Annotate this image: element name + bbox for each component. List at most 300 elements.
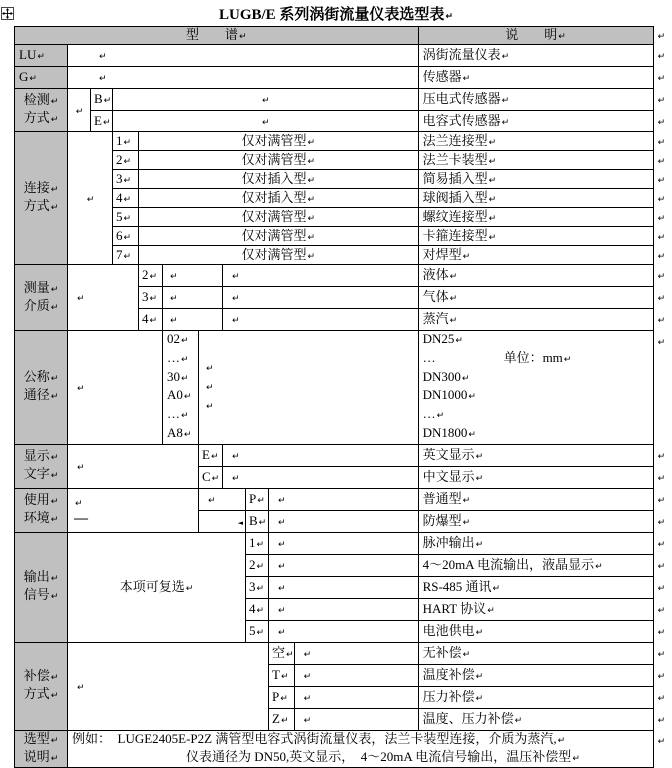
desc-cell: [418, 227, 653, 246]
line-break-mark-icon: ↵: [50, 497, 59, 508]
cell-text: 信号: [23, 587, 50, 603]
row-end-mark: [653, 67, 671, 89]
row-end-mark: [653, 132, 671, 151]
empty-cell: [68, 444, 199, 488]
cell-text: 脉冲输出: [422, 534, 475, 550]
line-break-mark-icon: ↵: [77, 682, 85, 693]
line-break-mark-icon: ↵: [170, 272, 178, 283]
empty-cell: [163, 309, 223, 331]
code-cell: [113, 246, 139, 265]
line-break-mark-icon: ↵: [239, 32, 247, 43]
code-cell: [113, 132, 139, 151]
row-end-mark: [653, 246, 671, 265]
cell-text: B: [249, 512, 258, 528]
line-break-mark-icon: ↵: [278, 627, 286, 638]
cell-text: 法兰卡装型: [422, 151, 488, 167]
dash-mark: —: [74, 510, 88, 526]
cell-text: 压力补偿: [422, 688, 475, 704]
line-break-mark-icon: ↵: [211, 473, 220, 484]
cell-text: 选型: [23, 730, 50, 746]
table-row: [15, 189, 672, 208]
note-cell: [139, 189, 419, 208]
section-label-compensation: [15, 642, 68, 730]
section-label-output: [15, 532, 68, 642]
line-break-mark-icon: ↵: [657, 495, 666, 506]
table-row: [15, 730, 672, 767]
line-break-mark-icon: ↵: [50, 673, 59, 684]
empty-cell: [294, 642, 418, 664]
cell-text: 连接: [23, 180, 50, 195]
section-label-medium: [15, 265, 68, 331]
code-cell: [113, 208, 139, 227]
line-break-mark-icon: ↵: [50, 302, 59, 313]
cell-text: 补偿: [23, 668, 50, 684]
section-label-detection: [15, 89, 68, 132]
line-break-mark-icon: ↵: [181, 336, 189, 346]
cell-text: E: [94, 112, 102, 128]
empty-cell: [113, 89, 419, 111]
code-cell: [269, 664, 295, 686]
line-break-mark-icon: ↵: [278, 583, 286, 594]
cell-text: 说 明: [505, 27, 558, 43]
cell-text: 温度、压力补偿: [422, 710, 514, 726]
cell-text: 1: [116, 132, 123, 148]
code-cell: [246, 598, 269, 620]
cell-text: DN1000: [422, 387, 468, 403]
cell-text: P: [249, 490, 257, 506]
code-cell: [113, 170, 139, 189]
desc-cell: [418, 67, 653, 89]
cell-text: 本项可复选: [119, 578, 185, 594]
cell-text: 1: [249, 534, 256, 550]
line-break-mark-icon: ↵: [278, 605, 286, 616]
page-title: [0, 3, 672, 24]
row-end-mark: [653, 488, 671, 510]
row-end-mark: [653, 620, 671, 642]
cell-text: 气体: [422, 289, 449, 305]
line-break-mark-icon: ↵: [149, 294, 158, 305]
desc-cell: [418, 265, 653, 287]
line-break-mark-icon: ↵: [50, 592, 59, 603]
table-row: [15, 27, 672, 45]
line-break-mark-icon: ↵: [257, 495, 265, 506]
example-cell: [68, 730, 654, 767]
cell-text: E: [202, 446, 210, 462]
line-break-mark-icon: ↵: [123, 213, 132, 224]
cell-text: G: [19, 69, 29, 85]
cell-text: 检测: [23, 92, 50, 107]
cell-text: 球阀插入型: [422, 189, 488, 205]
cell-text: 对焊型: [422, 246, 462, 262]
line-break-mark-icon: ↵: [501, 96, 510, 107]
line-break-mark-icon: ↵: [657, 583, 666, 594]
cell-text: 介质: [23, 297, 50, 313]
line-break-mark-icon: ↵: [657, 627, 666, 638]
empty-cell: [223, 466, 419, 488]
line-break-mark-icon: ↵: [50, 515, 59, 526]
line-break-mark-icon: ↵: [50, 691, 59, 702]
desc-cell: [418, 510, 653, 532]
line-break-mark-icon: ↵: [488, 137, 497, 148]
line-break-mark-icon: ↵: [183, 429, 192, 440]
cell-text: 显示: [23, 448, 50, 464]
row-end-mark: [653, 208, 671, 227]
cell-text: B: [94, 91, 103, 107]
line-break-mark-icon: ↵: [123, 251, 132, 262]
line-break-mark-icon: ↵: [657, 517, 666, 528]
line-break-mark-icon: ↵: [657, 605, 666, 616]
line-break-mark-icon: ↵: [303, 671, 312, 682]
cell-text: 4～20mA 电流输出，液晶显示: [422, 556, 595, 572]
row-end-mark: [653, 111, 671, 132]
line-break-mark-icon: ↵: [488, 232, 497, 243]
line-break-mark-icon: ↵: [501, 117, 510, 128]
cell-text: 测量: [23, 279, 50, 295]
cell-text: 文字: [23, 466, 50, 482]
line-break-mark-icon: ↵: [256, 583, 265, 594]
line-break-mark-icon: ↵: [50, 115, 59, 125]
cell-text: 4: [116, 189, 123, 205]
code-cell: [113, 151, 139, 170]
cell-text: 仅对满管型: [241, 151, 307, 167]
line-break-mark-icon: ↵: [123, 194, 132, 205]
line-break-mark-icon: ↵: [307, 251, 316, 262]
cell-text: A0: [167, 387, 183, 403]
line-break-mark-icon: ↵: [657, 337, 666, 348]
line-break-mark-icon: ↵: [657, 737, 666, 748]
cell-text: 方式: [23, 198, 50, 213]
cell-text: DN25: [422, 331, 455, 346]
line-break-mark-icon: ↵: [303, 649, 312, 660]
cell-text: P: [272, 688, 280, 704]
note-cell: [139, 132, 419, 151]
line-break-mark-icon: ↵: [232, 473, 240, 484]
line-break-mark-icon: ↵: [657, 52, 666, 63]
note-cell: [139, 246, 419, 265]
line-break-mark-icon: ↵: [50, 735, 59, 746]
line-break-mark-icon: ↵: [262, 96, 270, 107]
cell-text: 电池供电: [422, 622, 475, 638]
line-break-mark-icon: ↵: [77, 462, 85, 473]
empty-cell: [163, 287, 223, 309]
line-break-mark-icon: ↵: [657, 251, 666, 262]
diameter-desc-cell: [418, 331, 653, 445]
line-break-mark-icon: ↵: [86, 194, 95, 205]
cell-text: 简易插入型: [422, 170, 488, 186]
line-break-mark-icon: ↵: [657, 316, 666, 327]
line-break-mark-icon: ↵: [657, 693, 666, 704]
row-end-mark: [653, 287, 671, 309]
cell-text: 使用: [23, 492, 50, 508]
line-break-mark-icon: ↵: [123, 137, 132, 148]
line-break-mark-icon: ↵: [170, 294, 178, 305]
cell-text: 2: [249, 556, 256, 572]
line-break-mark-icon: ↵: [488, 156, 497, 167]
cell-text: 仅对满管型: [241, 208, 307, 224]
empty-cell: [269, 510, 419, 532]
code-cell: [246, 554, 269, 576]
code-cell: [139, 287, 163, 309]
line-break-mark-icon: ↵: [210, 451, 219, 462]
cell-text: 5: [116, 208, 123, 224]
line-break-mark-icon: ↵: [307, 175, 316, 186]
table-row: [15, 67, 672, 89]
empty-cell: [223, 287, 419, 309]
row-end-mark: [653, 642, 671, 664]
desc-cell: [418, 620, 653, 642]
line-break-mark-icon: ↵: [262, 117, 270, 128]
line-break-mark-icon: ↵: [657, 175, 666, 186]
line-break-mark-icon: ↵: [280, 671, 289, 682]
cell-text: 法兰连接型: [422, 132, 488, 148]
cell-text: 6: [116, 227, 123, 243]
empty-cell: [68, 132, 113, 265]
desc-cell: [418, 642, 653, 664]
line-break-mark-icon: ↵: [657, 232, 666, 243]
empty-cell: [199, 331, 419, 445]
row-end-mark: [653, 708, 671, 730]
cell-text: 2: [116, 151, 123, 167]
header-type-spectrum: [15, 27, 419, 45]
row-end-mark: [653, 27, 671, 45]
desc-cell: [418, 89, 653, 111]
row-end-mark: [653, 227, 671, 246]
empty-cell: [269, 488, 419, 510]
line-break-mark-icon: ↵: [149, 316, 158, 327]
line-break-mark-icon: ↵: [232, 272, 240, 283]
section-label-connection: [15, 132, 68, 265]
row-end-mark: [653, 189, 671, 208]
line-break-mark-icon: ↵: [487, 605, 495, 616]
line-break-mark-icon: ↵: [278, 495, 286, 506]
line-break-mark-icon: ↵: [657, 194, 666, 205]
code-cell: [139, 265, 163, 287]
code-cell: [91, 89, 113, 111]
line-break-mark-icon: ↵: [657, 294, 666, 305]
cell-text: …: [167, 406, 180, 422]
desc-cell: [418, 576, 653, 598]
line-break-mark-icon: ↵: [657, 156, 666, 167]
code-cell: [269, 708, 295, 730]
line-break-mark-icon: ↵: [50, 471, 59, 482]
line-break-mark-icon: ↵: [475, 671, 484, 682]
line-break-mark-icon: ↵: [181, 354, 189, 365]
diameter-codes-cell: [163, 331, 199, 445]
line-break-mark-icon: ↵: [50, 284, 59, 295]
empty-cell: [68, 642, 269, 730]
cell-text: 4: [249, 600, 256, 616]
empty-cell: [68, 45, 419, 67]
row-end-mark: [653, 151, 671, 170]
empty-cell: [269, 532, 419, 554]
line-break-mark-icon: ↵: [256, 627, 265, 638]
header-description: [418, 27, 653, 45]
cell-text: 温度补偿: [422, 666, 475, 682]
line-break-mark-icon: ↵: [657, 137, 666, 148]
code-cell: [113, 189, 139, 208]
line-break-mark-icon: ↵: [280, 715, 289, 726]
desc-cell: [418, 287, 653, 309]
table-row: [15, 265, 672, 287]
row-end-mark: [653, 532, 671, 554]
line-break-mark-icon: ↵: [77, 383, 85, 394]
line-break-mark-icon: ↵: [50, 185, 59, 195]
empty-cell: [68, 331, 163, 445]
note-cell: [139, 151, 419, 170]
table-row: [15, 331, 672, 445]
empty-cell: [294, 686, 418, 708]
line-break-mark-icon: ↵: [445, 12, 453, 22]
cell-text: 仅对满管型: [241, 132, 307, 148]
line-break-mark-icon: ↵: [206, 382, 214, 393]
line-break-mark-icon: ↵: [475, 451, 484, 462]
line-break-mark-icon: ↵: [232, 294, 240, 305]
line-break-mark-icon: ↵: [436, 411, 445, 422]
row-end-mark: [653, 89, 671, 111]
line-break-mark-icon: ↵: [488, 194, 497, 205]
line-break-mark-icon: ↵: [278, 517, 286, 528]
empty-cell: [199, 488, 246, 510]
cell-text: 30: [167, 368, 180, 384]
code-cell: [269, 686, 295, 708]
cell-text: DN300: [422, 368, 461, 384]
line-break-mark-icon: ↵: [258, 517, 267, 528]
line-break-mark-icon: ↵: [280, 693, 288, 704]
desc-cell: [418, 246, 653, 265]
cell-text: 仅对满管型: [241, 246, 307, 262]
line-break-mark-icon: ↵: [208, 495, 216, 506]
row-end-mark: [653, 510, 671, 532]
line-break-mark-icon: ↵: [657, 213, 666, 224]
line-break-mark-icon: ↵: [657, 96, 666, 107]
line-break-mark-icon: ↵: [462, 517, 471, 528]
cell-text: 螺纹连接型: [422, 208, 488, 224]
note-cell: [139, 227, 419, 246]
cell-text: 3: [249, 578, 256, 594]
line-break-mark-icon: ↵: [461, 373, 470, 384]
line-break-mark-icon: ↵: [657, 671, 666, 682]
line-break-mark-icon: ↵: [462, 495, 471, 506]
line-break-mark-icon: ↵: [185, 583, 194, 594]
row-end-mark: [653, 730, 671, 767]
line-break-mark-icon: ↵: [50, 392, 59, 403]
cell-text: 英文显示: [422, 446, 475, 462]
row-end-mark: [653, 45, 671, 67]
cell-text: 输出: [23, 569, 50, 585]
desc-cell: [418, 111, 653, 132]
empty-cell: [223, 444, 419, 466]
table-row: [15, 132, 672, 151]
section-label-diameter: [15, 331, 68, 445]
cell-text: 液体: [422, 267, 449, 283]
line-break-mark-icon: ↵: [455, 336, 463, 346]
cell-text: 环境: [23, 510, 50, 526]
cell-text: T: [272, 666, 280, 682]
line-break-mark-icon: ↵: [657, 74, 666, 85]
line-break-mark-icon: ↵: [37, 52, 45, 63]
empty-cell: [163, 265, 223, 287]
cell-text: 中文显示: [422, 468, 475, 484]
empty-cell: [68, 488, 199, 532]
cell-text: RS-485 通讯: [422, 578, 492, 594]
empty-cell: [223, 265, 419, 287]
cell-text: Z: [272, 710, 280, 726]
line-break-mark-icon: ↵: [595, 561, 603, 572]
line-break-mark-icon: ↵: [77, 294, 85, 305]
selection-table: [14, 26, 672, 768]
empty-cell: [269, 554, 419, 576]
line-break-mark-icon: ↵: [256, 605, 265, 616]
line-break-mark-icon: ↵: [657, 272, 666, 283]
line-break-mark-icon: ↵: [170, 316, 178, 327]
empty-cell: [294, 664, 418, 686]
cell-text: 4: [142, 311, 149, 327]
line-break-mark-icon: ↵: [468, 429, 476, 440]
desc-cell: [418, 189, 653, 208]
line-break-mark-icon: ↵: [563, 354, 572, 365]
code-cell: [113, 227, 139, 246]
line-break-mark-icon: ↵: [123, 156, 132, 167]
cell-text: 方式: [23, 110, 50, 125]
line-break-mark-icon: ↵: [103, 96, 112, 107]
desc-cell: [418, 708, 653, 730]
line-break-mark-icon: ↵: [99, 74, 107, 85]
row-end-mark: [653, 686, 671, 708]
empty-cell: [269, 598, 419, 620]
line-break-mark-icon: ↵: [181, 411, 189, 422]
cell-text: 无补偿: [422, 644, 462, 660]
row-end-mark: [653, 170, 671, 189]
line-break-mark-icon: ↵: [657, 561, 666, 572]
desc-cell: [418, 309, 653, 331]
line-break-mark-icon: ↵: [468, 392, 476, 403]
line-break-mark-icon: ↵: [657, 451, 666, 462]
empty-cell: [269, 576, 419, 598]
unit-note: 单位：mm: [503, 349, 563, 365]
multi-select-note: [68, 532, 246, 642]
line-break-mark-icon: ↵: [475, 539, 484, 550]
table-row: [15, 532, 672, 554]
line-break-mark-icon: ↵: [475, 627, 484, 638]
line-break-mark-icon: ↵: [657, 117, 666, 128]
cell-text: 公称: [23, 369, 50, 385]
line-break-mark-icon: ↵: [557, 735, 566, 746]
line-break-mark-icon: ↵: [256, 539, 265, 550]
cell-text: …: [167, 349, 180, 365]
code-cell: [139, 309, 163, 331]
note-cell: [139, 208, 419, 227]
line-break-mark-icon: ↵: [232, 316, 240, 327]
cell-text: 7: [116, 246, 123, 262]
line-break-mark-icon: ↵: [657, 539, 666, 550]
desc-cell: [418, 664, 653, 686]
desc-cell: [418, 170, 653, 189]
code-cell: [246, 576, 269, 598]
line-break-mark-icon: ↵: [50, 574, 59, 585]
cell-text: 方式: [23, 686, 50, 702]
cell-text: 卡箍连接型: [422, 227, 488, 243]
line-break-mark-icon: ↵: [29, 74, 37, 85]
code-cell: [246, 620, 269, 642]
cell-text: C: [202, 468, 211, 484]
table-row: [15, 444, 672, 466]
cell-text: 型 谱: [186, 27, 239, 43]
code-cell: [269, 642, 295, 664]
row-end-mark: [653, 309, 671, 331]
line-break-mark-icon: ↵: [50, 97, 59, 107]
line-break-mark-icon: ↵: [123, 175, 132, 186]
section-label-example: [15, 730, 68, 767]
